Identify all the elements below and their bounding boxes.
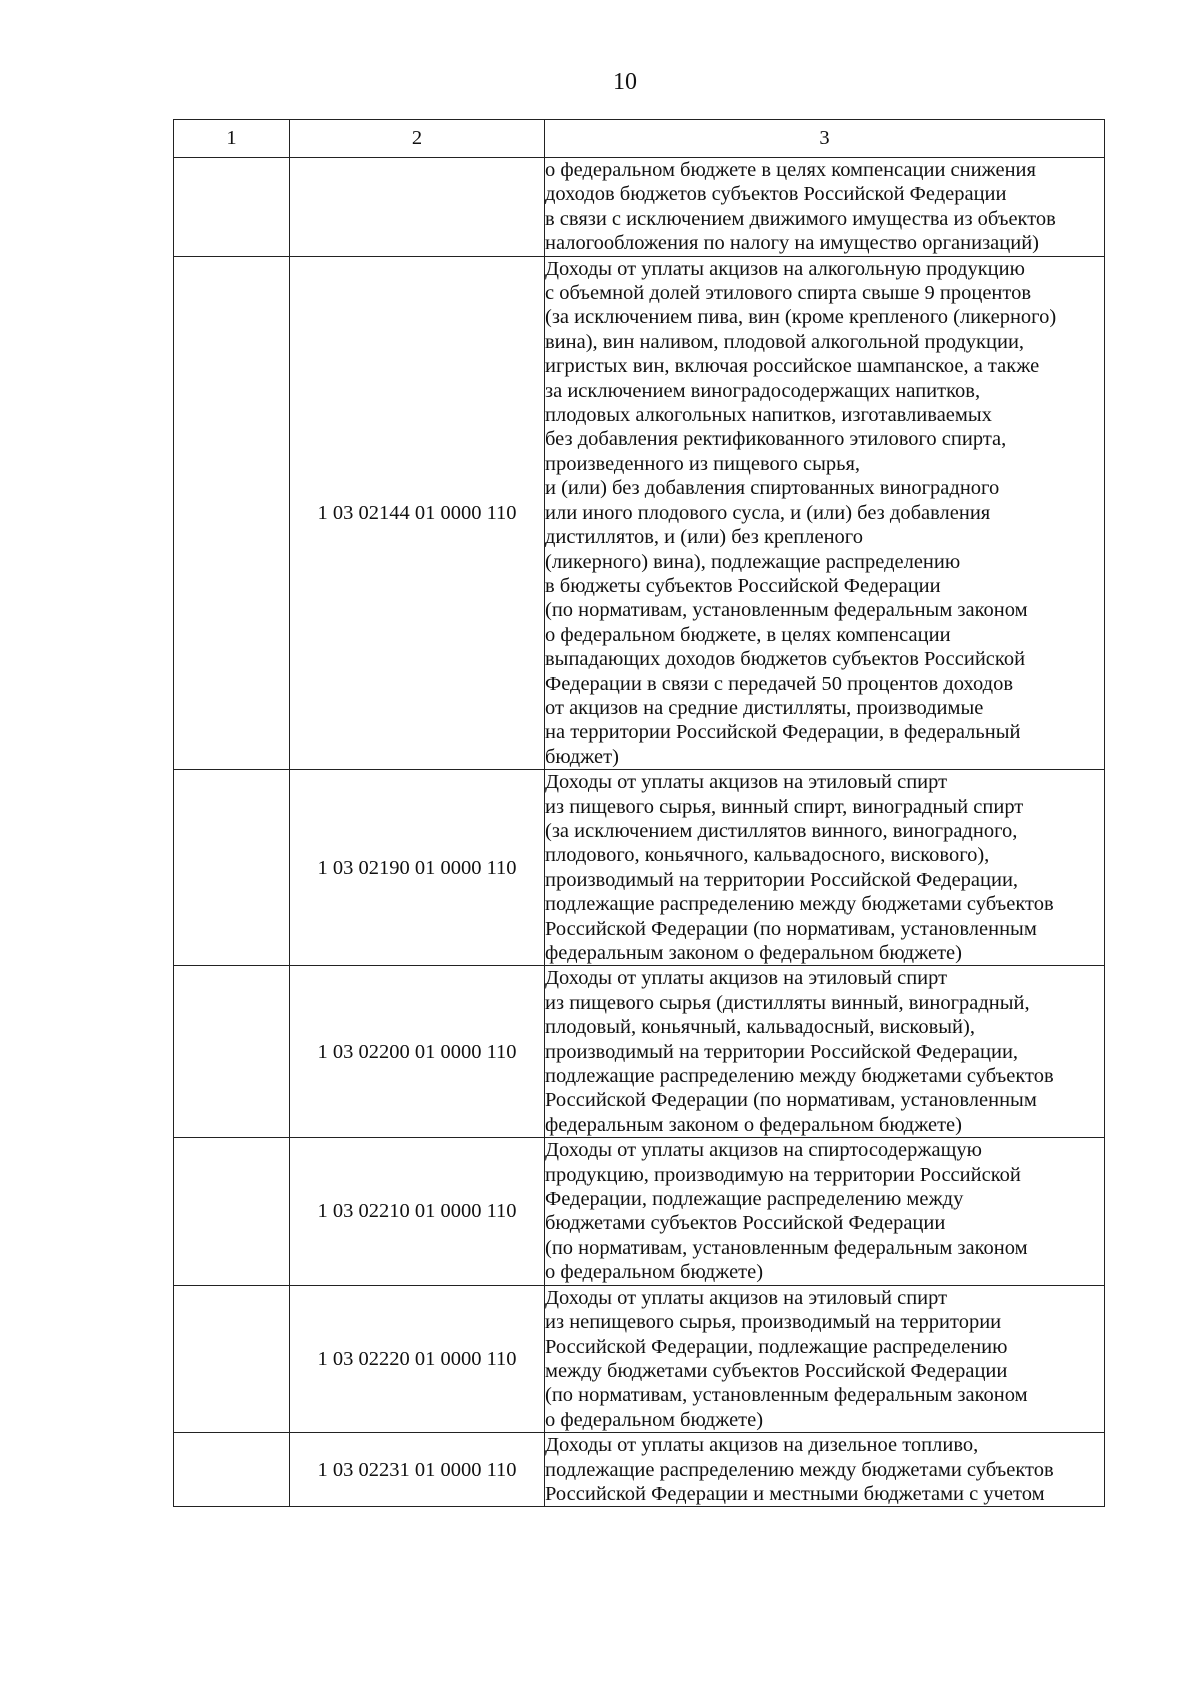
- description-cell: [545, 770, 1105, 966]
- table-row: [174, 1138, 1105, 1285]
- table-header-row: [174, 120, 1105, 158]
- description-line: и (или) без добавления спиртованных виноградного: [545, 477, 1000, 500]
- description-line: Доходы от уплаты акцизов на спиртосодержащую: [545, 1139, 982, 1162]
- revenue-code-cell: 1 03 02220 01 0000 110: [290, 1285, 545, 1432]
- description-line: Доходы от уплаты акцизов на этиловый спирт: [545, 1286, 948, 1309]
- description-line: бюджет): [545, 745, 619, 768]
- column-header: 1: [174, 120, 290, 158]
- description-line: налогообложения по налогу на имущество организаций): [545, 232, 1040, 255]
- description-line: игристых вин, включая российское шампанское, а также: [545, 355, 1040, 378]
- description-line: производимый на территории Российской Федерации,: [545, 1040, 1019, 1063]
- table-row: [174, 1285, 1105, 1432]
- description-cell: [545, 1285, 1105, 1432]
- description-line: Федерации в связи с передачей 50 процентов доходов: [545, 672, 1013, 695]
- revenue-code-cell: 1 03 02231 01 0000 110: [290, 1433, 545, 1507]
- description-line: продукцию, производимую на территории Российской: [545, 1163, 1021, 1186]
- description-line: доходов бюджетов субъектов Российской Федерации: [545, 183, 1007, 206]
- table-row: [174, 158, 1105, 257]
- description-line: Доходы от уплаты акцизов на алкогольную продукцию: [545, 257, 1025, 280]
- description-line: с объемной долей этилового спирта свыше 9 процентов: [545, 282, 1032, 305]
- description-line: о федеральном бюджете, в целях компенсации: [545, 623, 951, 646]
- description-cell: [545, 158, 1105, 257]
- column-header: 2: [290, 120, 545, 158]
- description-line: Федерации, подлежащие распределению между: [545, 1188, 964, 1211]
- row-number-cell: [174, 1138, 290, 1285]
- page-number: 10: [613, 69, 637, 95]
- description-line: за исключением виноградосодержащих напитков,: [545, 379, 981, 402]
- description-line: дистиллятов, и (или) без крепленого: [545, 526, 863, 549]
- revenue-code-cell: 1 03 02190 01 0000 110: [290, 770, 545, 966]
- description-line: федеральным законом о федеральном бюджете): [545, 1113, 962, 1136]
- description-cell: [545, 966, 1105, 1138]
- description-line: выпадающих доходов бюджетов субъектов Российской: [545, 648, 1026, 671]
- description-line: между бюджетами субъектов Российской Федерации: [545, 1359, 1008, 1382]
- description-line: подлежащие распределению между бюджетами субъектов: [545, 1065, 1054, 1088]
- description-line: плодового, коньячного, кальвадосного, вискового),: [545, 844, 990, 867]
- description-line: (по нормативам, установленным федеральным законом: [545, 599, 1028, 622]
- description-line: Российской Федерации (по нормативам, установленным: [545, 1089, 1037, 1112]
- description-line: Доходы от уплаты акцизов на дизельное топливо,: [545, 1434, 979, 1457]
- description-line: Доходы от уплаты акцизов на этиловый спирт: [545, 771, 948, 794]
- description-line: (по нормативам, установленным федеральным законом: [545, 1384, 1028, 1407]
- description-line: подлежащие распределению между бюджетами субъектов: [545, 1458, 1054, 1481]
- description-line: Доходы от уплаты акцизов на этиловый спирт: [545, 967, 948, 990]
- description-cell: [545, 1138, 1105, 1285]
- description-line: от акцизов на средние дистилляты, производимые: [545, 696, 984, 719]
- revenue-code-cell: [290, 158, 545, 257]
- description-line: плодовый, коньячный, кальвадосный, висковый),: [545, 1016, 975, 1039]
- description-line: без добавления ректификованного этилового спирта,: [545, 428, 1007, 451]
- table-row: [174, 256, 1105, 770]
- description-line: вина), вин наливом, плодовой алкогольной продукции,: [545, 330, 1025, 353]
- description-line: производимый на территории Российской Федерации,: [545, 868, 1019, 891]
- description-line: (за исключением дистиллятов винного, виноградного,: [545, 819, 1018, 842]
- description-line: (ликерного) вина), подлежащие распределению: [545, 550, 961, 573]
- row-number-cell: [174, 158, 290, 257]
- description-line: Российской Федерации (по нормативам, установленным: [545, 917, 1037, 940]
- table-body: [174, 120, 1105, 1507]
- row-number-cell: [174, 256, 290, 770]
- description-line: плодовых алкогольных напитков, изготавливаемых: [545, 404, 992, 427]
- description-line: федеральным законом о федеральном бюджете): [545, 942, 962, 964]
- description-line: в бюджеты субъектов Российской Федерации: [545, 574, 941, 597]
- column-header: 3: [545, 120, 1105, 158]
- row-number-cell: [174, 770, 290, 966]
- description-line: произведенного из пищевого сырья,: [545, 452, 861, 475]
- revenue-code-cell: 1 03 02210 01 0000 110: [290, 1138, 545, 1285]
- description-line: из непищевого сырья, производимый на территории: [545, 1311, 1002, 1334]
- description-line: подлежащие распределению между бюджетами субъектов: [545, 893, 1054, 916]
- description-line: на территории Российской Федерации, в федеральный: [545, 721, 1021, 744]
- description-cell: [545, 1433, 1105, 1507]
- description-line: о федеральном бюджете): [545, 1408, 764, 1431]
- description-cell: [545, 256, 1105, 770]
- description-line: о федеральном бюджете в целях компенсации снижения: [545, 159, 1036, 181]
- table-row: [174, 770, 1105, 966]
- revenue-codes-table: [173, 119, 1105, 1507]
- row-number-cell: [174, 966, 290, 1138]
- description-line: Российской Федерации, подлежащие распределению: [545, 1335, 1008, 1358]
- table-row: [174, 966, 1105, 1138]
- table-row: [174, 1433, 1105, 1507]
- row-number-cell: [174, 1285, 290, 1432]
- description-line: в связи с исключением движимого имущества из объектов: [545, 207, 1056, 230]
- description-line: из пищевого сырья, винный спирт, виноградный спирт: [545, 795, 1024, 818]
- description-line: или иного плодового сусла, и (или) без добавления: [545, 501, 991, 524]
- description-line: бюджетами субъектов Российской Федерации: [545, 1212, 946, 1235]
- description-line: (по нормативам, установленным федеральным законом: [545, 1236, 1028, 1259]
- description-line: из пищевого сырья (дистилляты винный, виноградный,: [545, 991, 1030, 1014]
- description-line: (за исключением пива, вин (кроме крепленого (ликерного): [545, 306, 1057, 329]
- revenue-code-cell: 1 03 02144 01 0000 110: [290, 256, 545, 770]
- revenue-code-cell: 1 03 02200 01 0000 110: [290, 966, 545, 1138]
- description-line: о федеральном бюджете): [545, 1261, 764, 1284]
- description-line: Российской Федерации и местными бюджетами с учетом: [545, 1482, 1045, 1505]
- row-number-cell: [174, 1433, 290, 1507]
